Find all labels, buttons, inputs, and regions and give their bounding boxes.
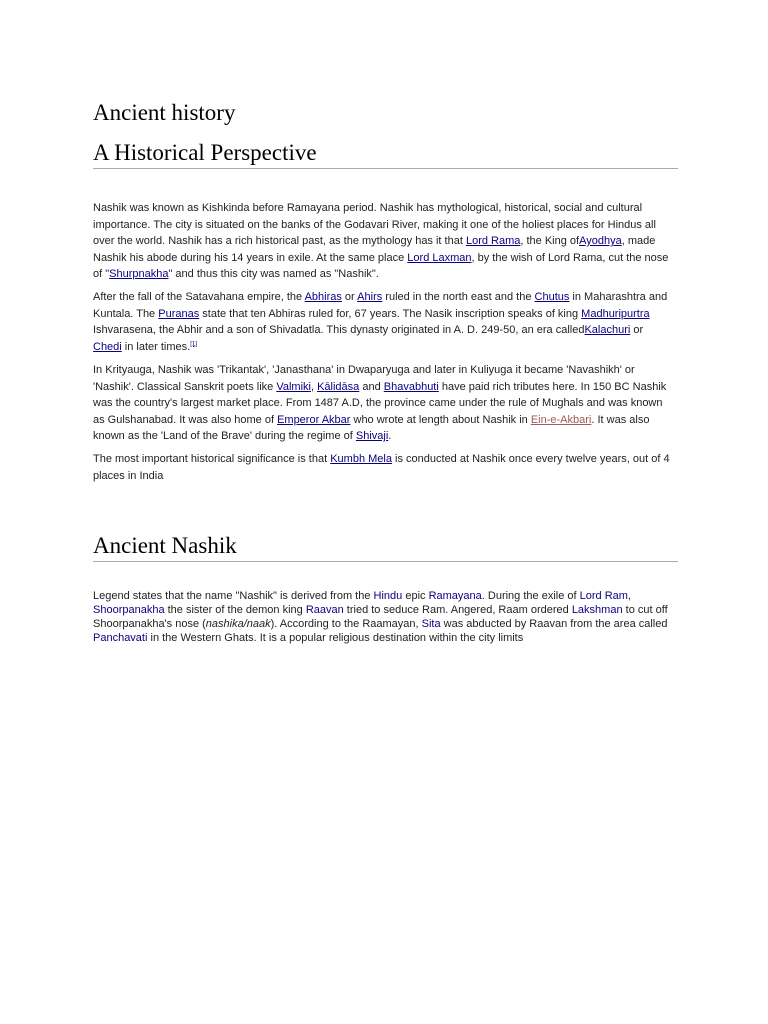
text: , by the wish of Lord Rama, cut the nose of " xyxy=(93,251,669,280)
text: state that ten Abhiras ruled for, 67 years. The Nasik inscription speaks of king xyxy=(199,307,582,320)
text: " and thus this city was named as "Nashik". xyxy=(168,268,379,280)
link-ahirs[interactable]: Ahirs xyxy=(357,291,383,303)
text: . During the exile of xyxy=(481,590,580,602)
text: epic xyxy=(402,590,429,602)
link-ramayana[interactable]: Ramayana xyxy=(428,590,482,602)
link-lord-rama[interactable]: Lord Rama xyxy=(465,235,521,247)
link-madhuripurtra[interactable]: Madhuripurtra xyxy=(581,307,650,320)
link-lord-ram[interactable]: Lord Ram xyxy=(579,590,628,602)
link-chutus[interactable]: Chutus xyxy=(534,291,570,303)
link-ayodhya[interactable]: Ayodhya xyxy=(579,235,622,247)
text: was abducted by Raavan from the area called xyxy=(440,618,668,630)
text: or xyxy=(630,324,644,336)
link-shoorpanakha[interactable]: Shoorpanakha xyxy=(93,604,165,616)
link-lord-laxman[interactable]: Lord Laxman xyxy=(407,251,472,264)
link-kalidasa[interactable]: Kālidāsa xyxy=(317,380,360,393)
link-puranas[interactable]: Puranas xyxy=(158,307,200,320)
text: and xyxy=(359,380,384,393)
link-abhiras[interactable]: Abhiras xyxy=(304,291,342,303)
text: or xyxy=(341,291,358,303)
link-raavan[interactable]: Raavan xyxy=(305,604,344,616)
text: tried to seduce Ram. Angered, Raam ordered xyxy=(343,604,572,616)
paragraph-satavahana xyxy=(93,289,673,355)
text: In Krityauga, Nashik was 'Trikantak', 'Janasthana' in Dwaparyuga and later in Kuliyuga it became 'Navashikh' or 'Nashik'. Classical Sanskrit poets like xyxy=(93,364,635,393)
paragraph-legend xyxy=(93,589,673,645)
text: . It was also known as the 'Land of the Brave' during the regime of xyxy=(93,413,650,442)
italic-term: nashika/naak xyxy=(205,618,271,630)
text: , made Nashik his abode during his 14 years in exile. At the same place xyxy=(93,235,656,264)
text: , xyxy=(310,380,318,393)
link-lakshman[interactable]: Lakshman xyxy=(571,604,623,616)
link-kalachuri[interactable]: Kalachuri xyxy=(584,324,631,336)
text: in later times. xyxy=(121,340,191,353)
text: The most important historical significance is that xyxy=(93,453,331,465)
text: the sister of the demon king xyxy=(164,604,306,616)
heading-ancient-nashik: Ancient Nashik xyxy=(93,532,678,562)
text: . xyxy=(388,430,392,442)
text: in Maharashtra and Kuntala. The xyxy=(93,291,668,320)
paragraph-kumbh-mela xyxy=(93,451,673,484)
link-hindu[interactable]: Hindu xyxy=(373,590,403,602)
text: Legend states that the name "Nashik" is derived from the xyxy=(93,590,374,602)
paragraph-kishkinda xyxy=(93,200,673,283)
text: After the fall of the Satavahana empire, the xyxy=(93,291,305,303)
text: , the King of xyxy=(520,235,580,247)
link-valmiki[interactable]: Valmiki xyxy=(276,380,311,393)
paragraph-krityauga xyxy=(93,362,673,445)
text: is conducted at Nashik once every twelve years, out of 4 places in India xyxy=(93,453,670,482)
link-shurpnakha[interactable]: Shurpnakha xyxy=(109,268,169,280)
link-sita[interactable]: Sita xyxy=(421,618,441,630)
heading-ancient-history: Ancient history xyxy=(93,100,236,125)
link-chedi[interactable]: Chedi xyxy=(93,340,122,353)
link-shivaji[interactable]: Shivaji xyxy=(355,430,389,442)
text: who wrote at length about Nashik in xyxy=(350,413,531,426)
text: Nashik was known as Kishkinda before Ramayana period. Nashik has mythological, historical, social and cultural importance. The city is situated on the banks of the Godavari River, making it one of the holiest places for Hindus all over the world. Nashik has a rich historical past, as the mythology has it that xyxy=(93,202,656,247)
text: in the Western Ghats. It is a popular religious destination within the city limits xyxy=(147,632,524,644)
link-kumbh-mela[interactable]: Kumbh Mela xyxy=(330,453,392,465)
text: Ishvarasena, the Abhir and a son of Shivadatla. This dynasty originated in A. D. 249-50, an era called xyxy=(93,324,585,336)
citation-1[interactable]: [1] xyxy=(190,340,197,347)
text: have paid rich tributes here. In 150 BC Nashik was the country's largest market place. From 1487 A.D, the province came under the rule of Mughals and was known as Gulshanabad. It was also home of xyxy=(93,380,667,426)
text: to cut off Shoorpanakha's nose ( xyxy=(93,604,668,630)
link-ein-e-akbari[interactable]: Ein-e-Akbari xyxy=(530,413,592,426)
text: ruled in the north east and the xyxy=(382,291,535,303)
heading-historical-perspective: A Historical Perspective xyxy=(93,139,678,169)
link-emperor-akbar[interactable]: Emperor Akbar xyxy=(277,413,351,426)
link-bhavabhuti[interactable]: Bhavabhuti xyxy=(383,380,439,393)
link-panchavati[interactable]: Panchavati xyxy=(93,632,148,644)
text: ). According to the Raamayan, xyxy=(270,618,422,630)
text: , xyxy=(627,590,631,602)
